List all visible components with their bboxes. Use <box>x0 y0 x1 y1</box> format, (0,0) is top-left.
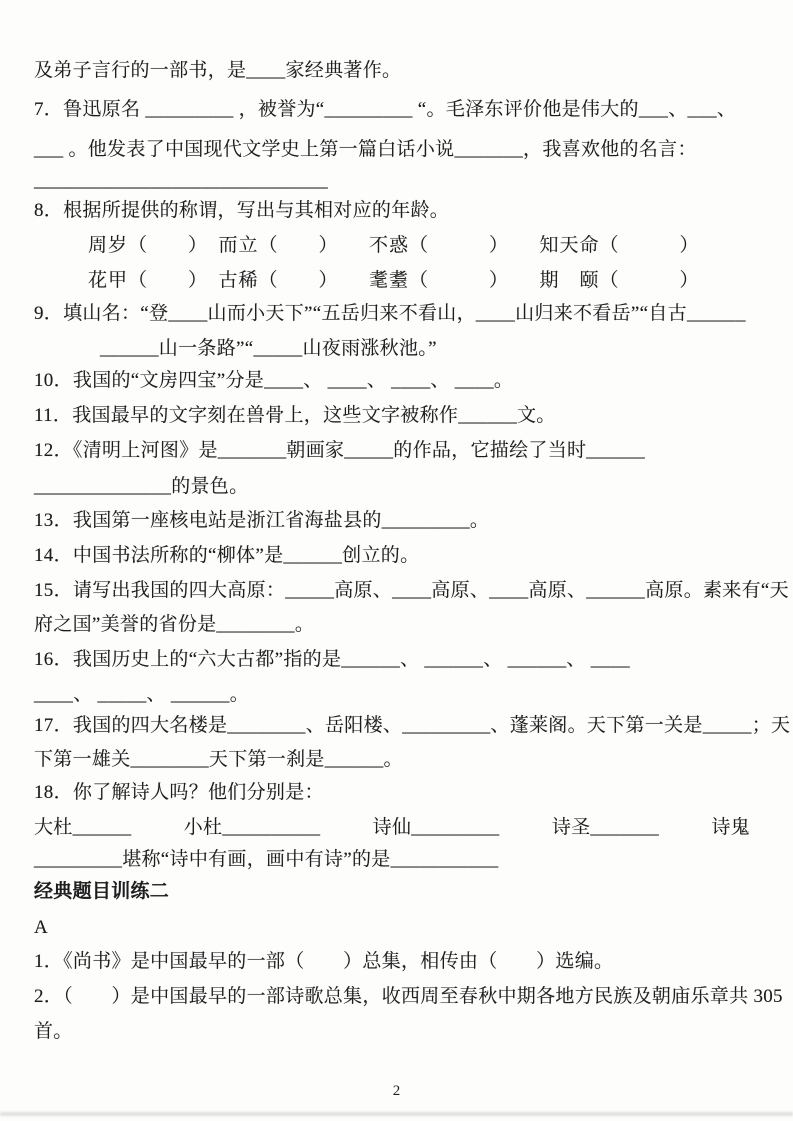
question-15-line-2: 府之国”美誉的省份是________。 <box>34 614 315 635</box>
question-16-line-1: 16．我国历史上的“六大古都”指的是______、 ______、 ______、 ____ <box>34 649 630 670</box>
question-17-line-1: 17．我国的四大名楼是________、岳阳楼、_________、蓬莱阁。天下第一关是_____；天 <box>34 715 791 736</box>
question-16-line-2: ____、 _____、 ______。 <box>34 684 249 705</box>
section-2-subheading-a: A <box>34 917 49 938</box>
question-18-poets-row <box>34 815 750 841</box>
section-2-heading: 经典题目训练二 <box>34 881 170 902</box>
question-13-line: 13．我国第一座核电站是浙江省海盐县的_________。 <box>34 510 490 531</box>
question-12-line-2: ______________的景色。 <box>34 476 249 497</box>
question-9-line-2: ______山一条路”“_____山夜雨涨秋池。” <box>100 338 437 359</box>
question-12-line-1: 12．《清明上河图》是_______朝画家_____的作品，它描绘了当时______ <box>34 440 646 461</box>
question-15-line-1: 15．请写出我国的四大高原：_____高原、____高原、____高原、______高原。素来有“天 <box>34 580 789 601</box>
question-18-line: 18．你了解诗人吗？他们分别是： <box>34 782 324 803</box>
question-17-line-2: 下第一雄关________天下第一刹是______。 <box>34 749 403 770</box>
question-9-line-1: 9．填山名：“登____山而小天下”“五岳归来不看山，____山归来不看岳”“自古______ <box>34 303 746 324</box>
poet-blank-dadu: 大杜______ <box>34 817 132 838</box>
question-18-line-3: _________堪称“诗中有画，画中有诗”的是___________ <box>34 849 499 870</box>
question-10-line: 10．我国的“文房四宝”分是____、 ____、 ____、 ____。 <box>34 370 514 391</box>
question-8-ages-row-1: 周岁（ ） 而立（ ） 不惑（ ） 知天命（ ） <box>88 235 700 256</box>
poet-blank-shisheng: 诗圣_______ <box>551 817 660 838</box>
question-7-line-2: ___ 。他发表了中国现代文学史上第一篇白话小说_______，我喜欢他的名言： <box>34 139 697 160</box>
question-7-line-1: 7．鲁迅原名 _________ ，被誉为“_________ “。毛泽东评价他是伟大的___、___、 <box>34 99 737 120</box>
poet-blank-shigui: 诗鬼 <box>711 817 750 838</box>
poet-blank-shixian: 诗仙_________ <box>372 817 500 838</box>
question-14-line: 14．中国书法所称的“柳体”是______创立的。 <box>34 545 420 566</box>
question-11-line: 11．我国最早的文字刻在兽骨上，这些文字被称作______文。 <box>34 405 556 426</box>
scan-edge-artifact <box>0 1112 793 1116</box>
question-6-continuation-line: 及弟子言行的一部书，是____家经典著作。 <box>34 60 402 81</box>
question-7-answer-underline: ______________________________ <box>34 170 328 191</box>
question-8-line: 8．根据所提供的称谓，写出与其相对应的年龄。 <box>34 200 450 221</box>
poet-blank-xiaodu: 小杜__________ <box>183 817 321 838</box>
section-2-question-2-line-2: 首。 <box>34 1021 73 1042</box>
page-number: 2 <box>392 1083 401 1099</box>
question-8-ages-row-2: 花甲（ ） 古稀（ ） 耄耋（ ） 期 颐（ ） <box>88 270 700 291</box>
section-2-question-2-line-1: 2．（ ）是中国最早的一部诗歌总集，收西周至春秋中期各地方民族及朝庙乐章共 305 <box>34 986 783 1007</box>
section-2-question-1: 1．《尚书》是中国最早的一部（ ）总集，相传由（ ）选编。 <box>34 951 614 972</box>
